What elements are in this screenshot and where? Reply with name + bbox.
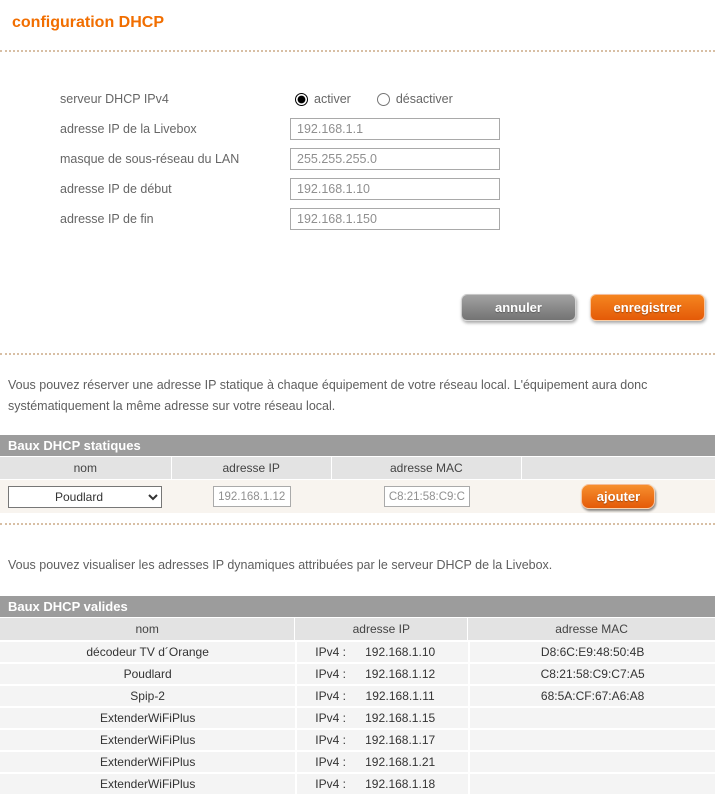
lease-ip-cell bbox=[295, 686, 468, 706]
radio-desactiver[interactable] bbox=[377, 92, 453, 106]
save-button[interactable]: enregistrer bbox=[590, 294, 705, 321]
column-header-nom: nom bbox=[0, 457, 172, 479]
form-row-livebox-ip bbox=[0, 114, 715, 144]
lease-ip: 192.168.1.15 bbox=[365, 711, 436, 725]
section-divider bbox=[0, 523, 715, 525]
lease-mac: D8:6C:E9:48:50:4B bbox=[468, 642, 715, 662]
radio-activer-label: activer bbox=[314, 92, 351, 106]
lease-mac bbox=[468, 774, 715, 794]
column-header-adresse-mac: adresse MAC bbox=[332, 457, 522, 479]
section-divider bbox=[0, 353, 715, 355]
subnet-mask-label: masque de sous-réseau du LAN bbox=[60, 152, 240, 166]
static-lease-ip-cell bbox=[172, 486, 332, 507]
column-header-action bbox=[522, 457, 715, 479]
static-leases-table-header bbox=[0, 457, 715, 479]
lease-name: ExtenderWiFiPlus bbox=[99, 755, 196, 769]
lease-ip-cell bbox=[295, 730, 468, 750]
lease-mac bbox=[468, 708, 715, 728]
column-header-adresse-mac: adresse MAC bbox=[555, 622, 628, 636]
radio-desactiver-input[interactable] bbox=[377, 93, 390, 106]
table-row bbox=[0, 730, 715, 750]
lease-ip-cell bbox=[295, 708, 468, 728]
table-row bbox=[0, 664, 715, 684]
table-row bbox=[0, 686, 715, 706]
column-header-nom: nom bbox=[0, 618, 295, 640]
lease-name: ExtenderWiFiPlus bbox=[99, 733, 196, 747]
lease-ip-cell bbox=[295, 774, 468, 794]
static-lease-mac-cell bbox=[332, 486, 522, 507]
dhcp-config-form bbox=[0, 84, 715, 234]
server-dhcp-label: serveur DHCP IPv4 bbox=[60, 92, 169, 106]
dhcp-enable-radio-group bbox=[295, 92, 453, 106]
static-lease-entry-row bbox=[0, 480, 715, 513]
end-ip-input[interactable] bbox=[290, 208, 500, 230]
form-row-start-ip bbox=[0, 174, 715, 204]
form-row-subnet-mask bbox=[0, 144, 715, 174]
section-divider bbox=[0, 50, 715, 52]
static-leases-table-title: Baux DHCP statiques bbox=[0, 435, 715, 456]
column-header-adresse-ip: adresse IP bbox=[295, 618, 468, 640]
form-row-end-ip bbox=[0, 204, 715, 234]
page-title: configuration DHCP bbox=[12, 14, 164, 31]
start-ip-label: adresse IP de début bbox=[60, 182, 172, 196]
start-ip-input[interactable] bbox=[290, 178, 500, 200]
table-row bbox=[0, 752, 715, 772]
lease-ip: 192.168.1.17 bbox=[365, 733, 436, 747]
subnet-mask-input[interactable] bbox=[290, 148, 500, 170]
lease-name: Poudlard bbox=[123, 667, 172, 681]
lease-mac: 68:5A:CF:67:A6:A8 bbox=[468, 686, 715, 706]
lease-name: ExtenderWiFiPlus bbox=[99, 711, 196, 725]
lease-mac bbox=[468, 730, 715, 750]
lease-ip: 192.168.1.12 bbox=[365, 667, 436, 681]
livebox-ip-input[interactable] bbox=[290, 118, 500, 140]
ip-version-label: IPv4 : bbox=[315, 733, 346, 747]
table-row bbox=[0, 774, 715, 794]
ip-version-label: IPv4 : bbox=[315, 667, 346, 681]
static-lease-action-cell bbox=[522, 484, 715, 509]
lease-name: décodeur TV d´Orange bbox=[86, 645, 209, 659]
livebox-ip-label: adresse IP de la Livebox bbox=[60, 122, 197, 136]
lease-name: Spip-2 bbox=[130, 689, 165, 703]
lease-ip: 192.168.1.21 bbox=[365, 755, 436, 769]
add-lease-button[interactable]: ajouter bbox=[581, 484, 655, 509]
form-row-server bbox=[0, 84, 715, 114]
lease-ip-cell bbox=[295, 664, 468, 684]
ip-version-label: IPv4 : bbox=[315, 645, 346, 659]
radio-desactiver-label: désactiver bbox=[395, 92, 453, 106]
valid-leases-intro: Vous pouvez visualiser les adresses IP dynamiques attribuées par le serveur DHCP de la Livebox. bbox=[8, 558, 553, 572]
valid-leases-table-title: Baux DHCP valides bbox=[0, 596, 715, 617]
static-lease-name-cell bbox=[0, 486, 172, 508]
valid-leases-table bbox=[0, 596, 715, 794]
lease-mac bbox=[468, 752, 715, 772]
lease-ip-cell bbox=[295, 752, 468, 772]
valid-leases-table-header bbox=[0, 618, 715, 640]
lease-ip: 192.168.1.18 bbox=[365, 777, 436, 791]
table-row bbox=[0, 708, 715, 728]
column-header-adresse-ip: adresse IP bbox=[172, 457, 332, 479]
static-leases-intro: Vous pouvez réserver une adresse IP statique à chaque équipement de votre réseau local. L'équipement aura donc systématiquement la même adresse sur votre réseau local. bbox=[8, 378, 648, 413]
device-name-select[interactable] bbox=[8, 486, 162, 508]
lease-ip-cell bbox=[295, 642, 468, 662]
static-ip-input[interactable] bbox=[213, 486, 291, 507]
lease-ip: 192.168.1.11 bbox=[365, 689, 435, 703]
lease-name: ExtenderWiFiPlus bbox=[99, 777, 196, 791]
ip-version-label: IPv4 : bbox=[315, 711, 346, 725]
static-leases-table bbox=[0, 435, 715, 513]
ip-version-label: IPv4 : bbox=[315, 755, 346, 769]
lease-ip: 192.168.1.10 bbox=[365, 645, 436, 659]
static-mac-input[interactable] bbox=[384, 486, 470, 507]
radio-activer-input[interactable] bbox=[295, 93, 308, 106]
ip-version-label: IPv4 : bbox=[315, 689, 346, 703]
lease-mac: C8:21:58:C9:C7:A5 bbox=[468, 664, 715, 684]
form-action-buttons bbox=[0, 294, 715, 321]
end-ip-label: adresse IP de fin bbox=[60, 212, 154, 226]
cancel-button[interactable]: annuler bbox=[461, 294, 576, 321]
ip-version-label: IPv4 : bbox=[315, 777, 346, 791]
radio-activer[interactable] bbox=[295, 92, 351, 106]
table-row bbox=[0, 642, 715, 662]
